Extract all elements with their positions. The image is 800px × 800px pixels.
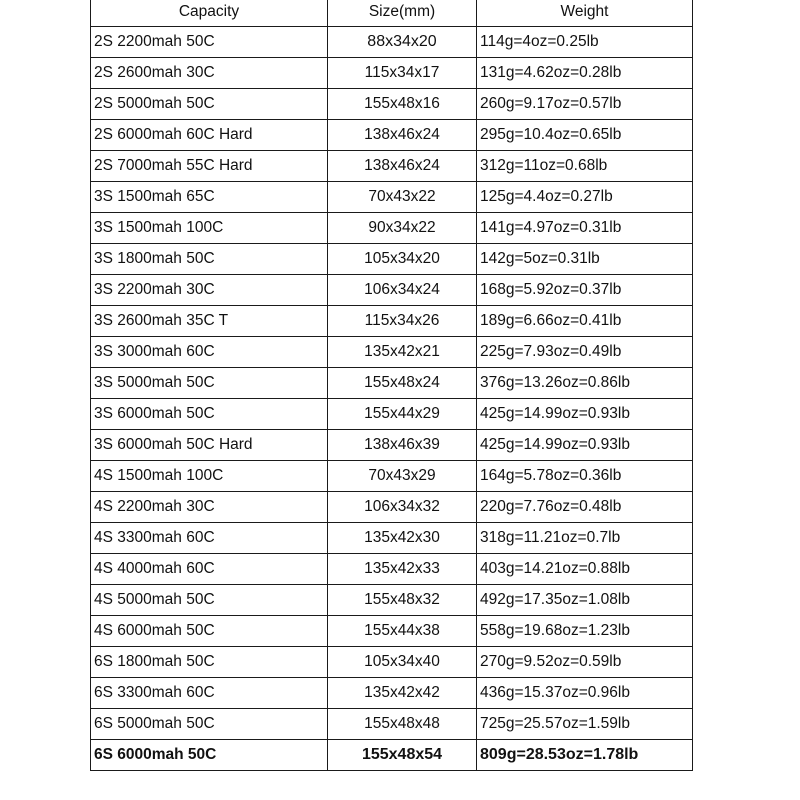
table-row xyxy=(91,151,693,182)
capacity-cell: 6S 5000mah 50C xyxy=(91,709,328,740)
table-row xyxy=(91,275,693,306)
capacity-cell: 3S 2600mah 35C T xyxy=(91,306,328,337)
size-cell: 70x43x29 xyxy=(328,461,477,492)
capacity-cell: 4S 5000mah 50C xyxy=(91,585,328,616)
table-row xyxy=(91,616,693,647)
capacity-cell: 3S 5000mah 50C xyxy=(91,368,328,399)
size-cell: 88x34x20 xyxy=(328,27,477,58)
table-row xyxy=(91,399,693,430)
capacity-cell: 3S 1500mah 100C xyxy=(91,213,328,244)
size-cell: 135x42x21 xyxy=(328,337,477,368)
capacity-cell: 2S 6000mah 60C Hard xyxy=(91,120,328,151)
table-row xyxy=(91,709,693,740)
weight-cell: 376g=13.26oz=0.86lb xyxy=(477,368,693,399)
weight-cell: 425g=14.99oz=0.93lb xyxy=(477,399,693,430)
capacity-cell: 3S 2200mah 30C xyxy=(91,275,328,306)
table-row xyxy=(91,89,693,120)
table-row xyxy=(91,461,693,492)
capacity-cell: 6S 3300mah 60C xyxy=(91,678,328,709)
table-row xyxy=(91,182,693,213)
size-cell: 135x42x33 xyxy=(328,554,477,585)
weight-cell: 492g=17.35oz=1.08lb xyxy=(477,585,693,616)
weight-cell: 142g=5oz=0.31lb xyxy=(477,244,693,275)
size-cell: 155x44x38 xyxy=(328,616,477,647)
weight-cell: 114g=4oz=0.25lb xyxy=(477,27,693,58)
table-row xyxy=(91,554,693,585)
table-row xyxy=(91,120,693,151)
weight-cell: 125g=4.4oz=0.27lb xyxy=(477,182,693,213)
capacity-cell: 2S 2600mah 30C xyxy=(91,58,328,89)
table-row xyxy=(91,585,693,616)
table-row xyxy=(91,213,693,244)
capacity-cell: 2S 7000mah 55C Hard xyxy=(91,151,328,182)
weight-cell: 403g=14.21oz=0.88lb xyxy=(477,554,693,585)
header-size: Size(mm) xyxy=(328,0,477,27)
weight-cell: 312g=11oz=0.68lb xyxy=(477,151,693,182)
battery-spec-table xyxy=(90,0,693,771)
table-row xyxy=(91,368,693,399)
table-body xyxy=(91,27,693,771)
header-weight: Weight xyxy=(477,0,693,27)
weight-cell: 260g=9.17oz=0.57lb xyxy=(477,89,693,120)
capacity-cell: 6S 1800mah 50C xyxy=(91,647,328,678)
weight-cell: 558g=19.68oz=1.23lb xyxy=(477,616,693,647)
capacity-cell: 2S 2200mah 50C xyxy=(91,27,328,58)
table-row xyxy=(91,678,693,709)
weight-cell: 809g=28.53oz=1.78lb xyxy=(477,740,693,771)
table-row xyxy=(91,523,693,554)
size-cell: 115x34x17 xyxy=(328,58,477,89)
size-cell: 155x44x29 xyxy=(328,399,477,430)
size-cell: 155x48x16 xyxy=(328,89,477,120)
table-row xyxy=(91,740,693,771)
size-cell: 135x42x30 xyxy=(328,523,477,554)
capacity-cell: 3S 1500mah 65C xyxy=(91,182,328,213)
weight-cell: 295g=10.4oz=0.65lb xyxy=(477,120,693,151)
capacity-cell: 3S 6000mah 50C Hard xyxy=(91,430,328,461)
capacity-cell: 3S 1800mah 50C xyxy=(91,244,328,275)
size-cell: 155x48x32 xyxy=(328,585,477,616)
weight-cell: 436g=15.37oz=0.96lb xyxy=(477,678,693,709)
capacity-cell: 4S 1500mah 100C xyxy=(91,461,328,492)
weight-cell: 318g=11.21oz=0.7lb xyxy=(477,523,693,554)
table-row xyxy=(91,430,693,461)
size-cell: 106x34x32 xyxy=(328,492,477,523)
size-cell: 138x46x24 xyxy=(328,151,477,182)
table-row xyxy=(91,27,693,58)
size-cell: 70x43x22 xyxy=(328,182,477,213)
weight-cell: 220g=7.76oz=0.48lb xyxy=(477,492,693,523)
size-cell: 155x48x54 xyxy=(328,740,477,771)
capacity-cell: 4S 6000mah 50C xyxy=(91,616,328,647)
capacity-cell: 4S 3300mah 60C xyxy=(91,523,328,554)
weight-cell: 225g=7.93oz=0.49lb xyxy=(477,337,693,368)
size-cell: 115x34x26 xyxy=(328,306,477,337)
weight-cell: 141g=4.97oz=0.31lb xyxy=(477,213,693,244)
weight-cell: 168g=5.92oz=0.37lb xyxy=(477,275,693,306)
weight-cell: 131g=4.62oz=0.28lb xyxy=(477,58,693,89)
weight-cell: 164g=5.78oz=0.36lb xyxy=(477,461,693,492)
size-cell: 138x46x39 xyxy=(328,430,477,461)
size-cell: 90x34x22 xyxy=(328,213,477,244)
capacity-cell: 4S 2200mah 30C xyxy=(91,492,328,523)
table-row xyxy=(91,306,693,337)
table-row xyxy=(91,647,693,678)
table-row xyxy=(91,58,693,89)
weight-cell: 189g=6.66oz=0.41lb xyxy=(477,306,693,337)
weight-cell: 725g=25.57oz=1.59lb xyxy=(477,709,693,740)
table-row xyxy=(91,337,693,368)
header-capacity: Capacity xyxy=(91,0,328,27)
capacity-cell: 4S 4000mah 60C xyxy=(91,554,328,585)
size-cell: 106x34x24 xyxy=(328,275,477,306)
size-cell: 105x34x20 xyxy=(328,244,477,275)
size-cell: 155x48x48 xyxy=(328,709,477,740)
table-row xyxy=(91,492,693,523)
capacity-cell: 3S 3000mah 60C xyxy=(91,337,328,368)
size-cell: 135x42x42 xyxy=(328,678,477,709)
capacity-cell: 3S 6000mah 50C xyxy=(91,399,328,430)
weight-cell: 425g=14.99oz=0.93lb xyxy=(477,430,693,461)
size-cell: 155x48x24 xyxy=(328,368,477,399)
capacity-cell: 2S 5000mah 50C xyxy=(91,89,328,120)
capacity-cell: 6S 6000mah 50C xyxy=(91,740,328,771)
table-row xyxy=(91,244,693,275)
size-cell: 138x46x24 xyxy=(328,120,477,151)
weight-cell: 270g=9.52oz=0.59lb xyxy=(477,647,693,678)
table-header-row xyxy=(91,0,693,27)
size-cell: 105x34x40 xyxy=(328,647,477,678)
